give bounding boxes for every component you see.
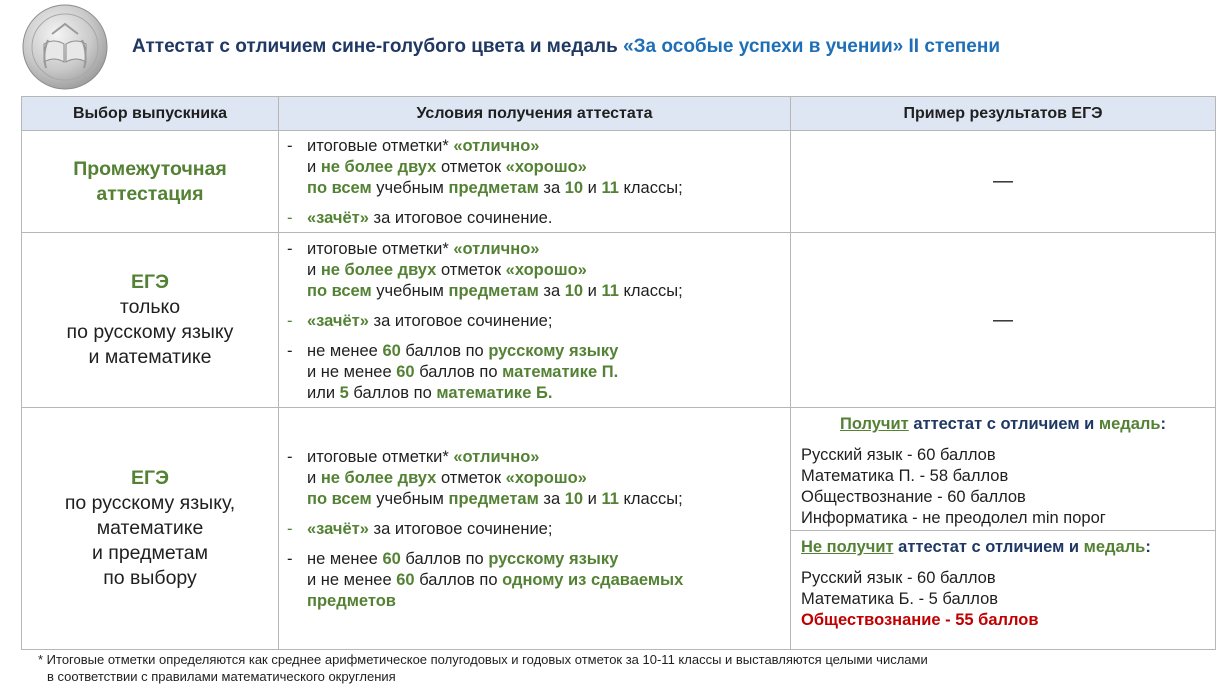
title-part1: Аттестат с отличием сине-голубого цвета и медаль xyxy=(132,36,624,57)
row3-conditions xyxy=(279,408,791,650)
list-item: - «зачёт» за итоговое сочинение; xyxy=(287,311,553,330)
row3-label: ЕГЭ по русскому языку, математике и предметам по выбору xyxy=(22,408,279,650)
ministry-seal-icon xyxy=(22,4,108,90)
list-item: - итоговые отметки* «отлично» и не более двух отметок «хорошо» по всем учебным предметам за 10 и 11 классы; xyxy=(287,239,683,300)
list-item: - не менее 60 баллов по русскому языку и не менее 60 баллов по одному из сдаваемых предметов xyxy=(287,550,684,610)
table-row xyxy=(22,131,1216,233)
row2-conditions xyxy=(279,233,791,408)
table-header-row xyxy=(22,97,1216,131)
negative-example-heading: Не получит аттестат с отличием и медаль: xyxy=(801,538,1151,556)
result-line: Обществознание - 60 баллов xyxy=(801,488,1026,506)
footnote: * Итоговые отметки определяются как среднее арифметическое полугодовых и годовых отметок за 10-11 классы и выставляются целыми числами в соответствии с правилами математического округления xyxy=(38,652,928,684)
table-row xyxy=(22,233,1216,408)
negative-example xyxy=(791,531,1215,637)
title-degree: II степени xyxy=(903,36,1001,57)
row1-result: — xyxy=(791,131,1216,233)
title-medal-name: «За особые успехи в учении» xyxy=(623,36,904,57)
positive-example-heading: Получит аттестат с отличием и медаль: xyxy=(839,415,1167,433)
list-item: - не менее 60 баллов по русскому языку и не менее 60 баллов по математике П. или 5 баллов по математике Б. xyxy=(287,341,619,402)
result-line: Математика Б. - 5 баллов xyxy=(801,590,999,608)
row1-label: Промежуточная аттестация xyxy=(22,131,279,233)
result-line: Русский язык - 60 баллов xyxy=(801,569,996,587)
header-choice: Выбор выпускника xyxy=(22,97,279,131)
header-results: Пример результатов ЕГЭ xyxy=(791,97,1216,131)
positive-example xyxy=(791,408,1215,531)
row1-conditions xyxy=(279,131,791,233)
row2-label: ЕГЭ только по русскому языку и математике xyxy=(22,233,279,408)
result-line: Математика П. - 58 баллов xyxy=(801,467,1009,485)
list-item: - итоговые отметки* «отлично» и не более двух отметок «хорошо» по всем учебным предметам за 10 и 11 классы; xyxy=(287,137,683,197)
page-title xyxy=(132,36,1000,58)
table-row xyxy=(22,408,1216,650)
list-item: - «зачёт» за итоговое сочинение; xyxy=(287,520,553,538)
result-line: Информатика - не преодолел min порог xyxy=(801,509,1106,527)
row2-result: — xyxy=(791,233,1216,408)
list-item: - итоговые отметки* «отлично» и не более двух отметок «хорошо» по всем учебным предметам за 10 и 11 классы; xyxy=(287,448,683,508)
row3-results xyxy=(791,408,1216,650)
list-item: - «зачёт» за итоговое сочинение. xyxy=(287,209,553,227)
failing-result-line: Обществознание - 55 баллов xyxy=(801,611,1039,629)
header-conditions: Условия получения аттестата xyxy=(279,97,791,131)
result-line: Русский язык - 60 баллов xyxy=(801,446,996,464)
conditions-table xyxy=(21,96,1216,650)
